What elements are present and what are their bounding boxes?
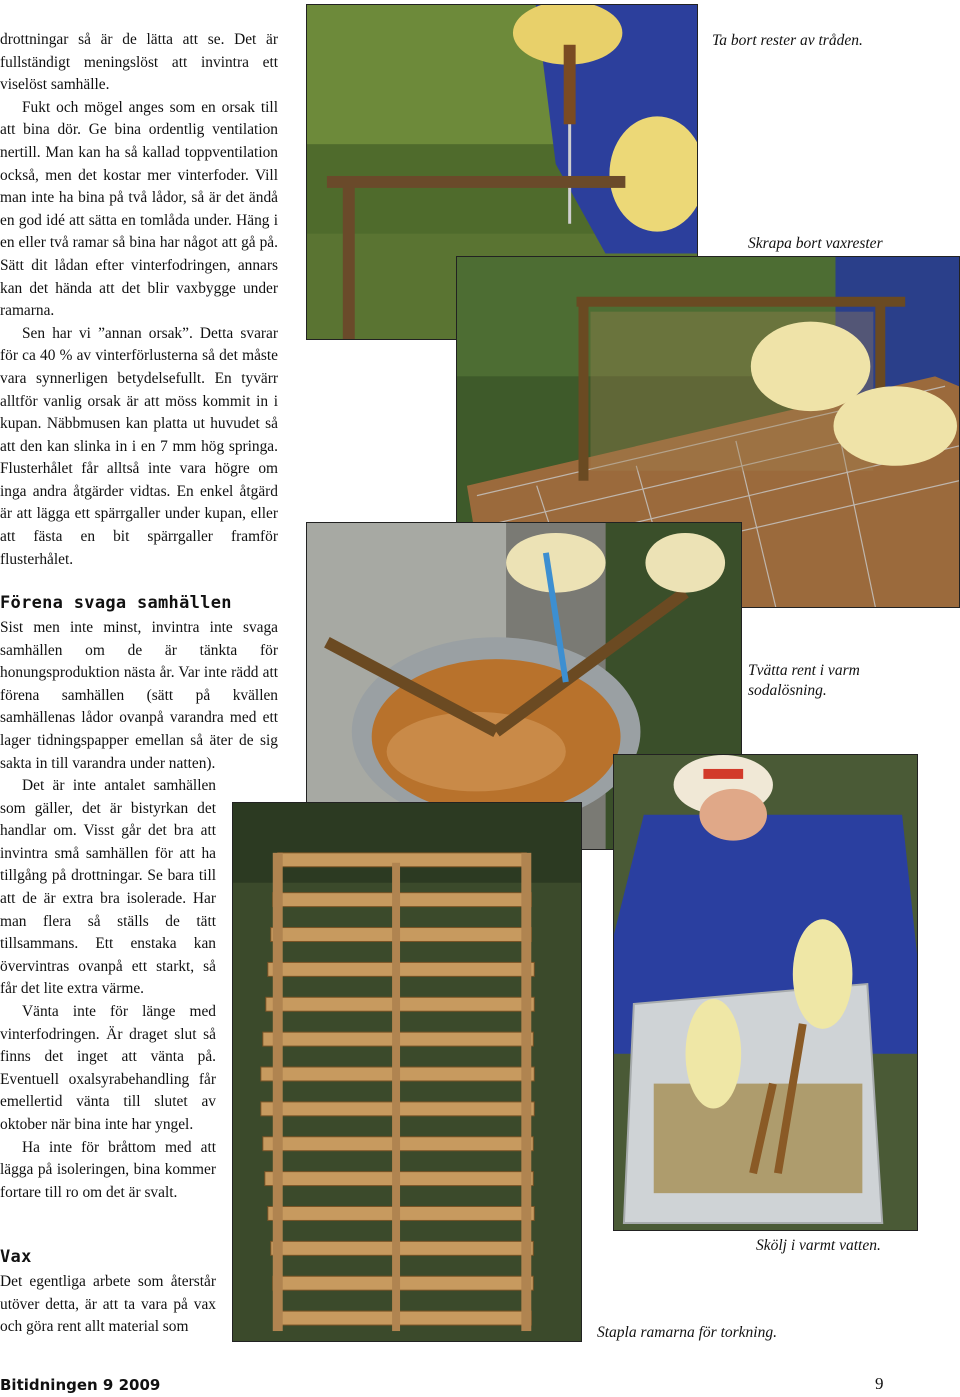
article-forena-narrow (0, 775, 216, 1204)
paragraph-vax: Det egentliga arbete som återstår utöver detta, är att ta vara på vax och göra rent allt material som (0, 1273, 216, 1336)
caption-stacked-frames: Stapla ramarna för torkning. (597, 1324, 777, 1341)
caption-wash-soda-1: Tvätta rent i varm (748, 662, 860, 679)
caption-wash-soda-2: sodalösning. (748, 682, 827, 699)
paragraph-vinterfodringen: Vänta inte för länge med vinterfodringen. Är draget slut så finns det inget att vänta på. Eventuell oxalsyrabehandling får emellertid vänta till slutet av oktober när bina inte har yngel. (0, 1002, 216, 1133)
page-number: 9 (875, 1374, 884, 1393)
paragraph-sist-men-inte-minst: Sist men inte minst, invintra inte svaga samhällen om de är tänkta för honungsproduktion nästa år. Var inte rädd att förena samhällen (sätt på kvällen samhällenas lådor ovanpå varandra med ett lager tidningspapper emellan så äter de sig sakta in till varandra under natten). (0, 619, 278, 772)
publication-footer: Bitidningen 9 2009 (0, 1376, 161, 1394)
heading-forena-svaga-samhallen: Förena svaga samhällen (0, 593, 232, 613)
caption-remove-wire: Ta bort rester av tråden. (712, 32, 863, 49)
caption-scrape-wax: Skrapa bort vaxrester (748, 235, 883, 252)
photo-stacked-frames (232, 802, 582, 1342)
paragraph-annan-orsak: Sen har vi ”annan orsak”. Detta svarar för ca 40 % av vinterförlusterna så det måste vara synnerligen betydelsefullt. En tyvärr alltför vanlig orsak är att möss kommit in i kupan. Näbbmusen kan platta ut huvudet så att den kan slinka in i en 7 mm hög springa. Flusterhålet får alltså inte vara högre om inga andra åtgärder vidtas. En enkel åtgärd är att lägga ett spärrgaller under kupan, eller att fästa en bit spärrgaller framför flusterhålet. (0, 324, 278, 568)
paragraph-isoleringen: Ha inte för bråttom med att lägga på isoleringen, bina kommer fortare till ro om det är svalt. (0, 1138, 216, 1201)
paragraph-bistyrkan: Det är inte antalet samhällen som gäller, det är bistyrkan det handlar om. Visst går det bra att invintra små samhällen för att ha tillgång på drottningar. Se bara till att de är extra bra isolerade. Har man flera så ställs de tätt tillsammans. Ett enstaka kan övervintras ovanpå ett starkt, så får det lite extra värme. (0, 777, 216, 998)
paragraph-fukt: Fukt och mögel anges som en orsak till att bina dör. Ge bina ordentlig ventilation nertill. Man kan ha så kallad toppventilation också, men det kostar mer vinterfoder. Vill man inte ha bina på två lådor, så är det ändå en god idé att sätta en tomlåda under. Häng i en eller två ramar så bina har något att gå på. Sätt dit lådan efter vinterfodringen, annars kan det hända att det blir vaxbygge under ramarna. (0, 98, 278, 320)
heading-vax: Vax (0, 1247, 32, 1267)
photo-rinse-water (613, 754, 918, 1231)
article-column-top (0, 29, 278, 571)
paragraph-drottningar: drottningar så är de lätta att se. Det är fullständigt meningslöst att invintra ett viselöst samhälle. (0, 31, 278, 94)
article-forena-intro (0, 617, 278, 775)
article-vax (0, 1271, 216, 1339)
caption-rinse-water: Skölj i varmt vatten. (756, 1237, 881, 1254)
